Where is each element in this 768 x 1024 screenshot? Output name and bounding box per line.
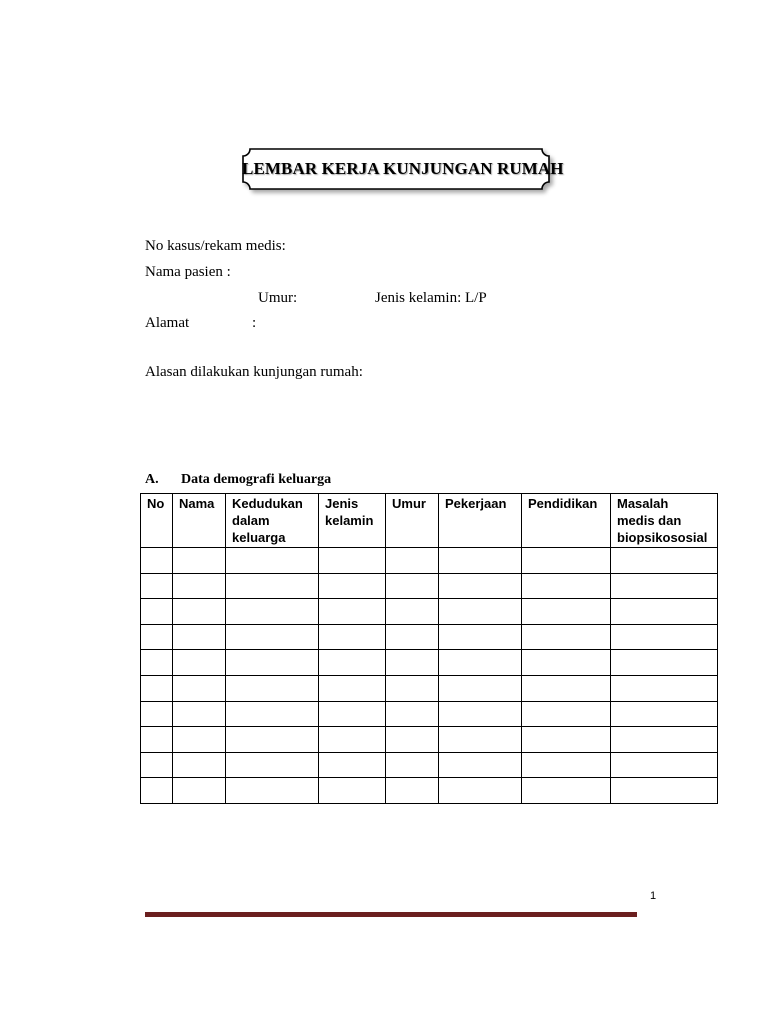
table-cell[interactable] xyxy=(226,752,319,778)
section-a-heading xyxy=(145,472,331,488)
address-colon: : xyxy=(252,315,257,331)
table-cell[interactable] xyxy=(522,573,611,599)
table-row xyxy=(141,599,718,625)
table-cell[interactable] xyxy=(319,573,386,599)
table-cell[interactable] xyxy=(386,778,439,804)
table-cell[interactable] xyxy=(141,675,173,701)
address-label: Alamat xyxy=(145,315,190,331)
table-cell[interactable] xyxy=(226,548,319,574)
patient-name-label: Nama pasien : xyxy=(145,264,231,280)
table-cell[interactable] xyxy=(319,727,386,753)
table-row xyxy=(141,752,718,778)
table-cell[interactable] xyxy=(439,573,522,599)
table-cell[interactable] xyxy=(439,599,522,625)
table-cell[interactable] xyxy=(226,778,319,804)
section-a-number: A. xyxy=(145,472,159,487)
table-cell[interactable] xyxy=(611,624,718,650)
table-row xyxy=(141,778,718,804)
col-header-nama: Nama xyxy=(173,494,226,548)
table-cell[interactable] xyxy=(173,650,226,676)
table-row xyxy=(141,573,718,599)
family-demographics-table xyxy=(140,493,718,804)
table-cell[interactable] xyxy=(141,727,173,753)
table-cell[interactable] xyxy=(141,624,173,650)
footer-rule xyxy=(145,912,637,917)
table-cell[interactable] xyxy=(522,752,611,778)
table-cell[interactable] xyxy=(611,573,718,599)
table-cell[interactable] xyxy=(173,573,226,599)
table-cell[interactable] xyxy=(141,548,173,574)
table-cell[interactable] xyxy=(439,701,522,727)
table-cell[interactable] xyxy=(319,675,386,701)
table-row xyxy=(141,650,718,676)
table-cell[interactable] xyxy=(141,701,173,727)
table-cell[interactable] xyxy=(611,675,718,701)
table-cell[interactable] xyxy=(522,727,611,753)
table-row xyxy=(141,548,718,574)
table-cell[interactable] xyxy=(439,727,522,753)
table-cell[interactable] xyxy=(386,573,439,599)
table-cell[interactable] xyxy=(386,675,439,701)
table-cell[interactable] xyxy=(522,701,611,727)
table-cell[interactable] xyxy=(319,624,386,650)
table-cell[interactable] xyxy=(522,599,611,625)
table-cell[interactable] xyxy=(173,701,226,727)
col-header-pendidikan: Pendidikan xyxy=(522,494,611,548)
visit-reason-label: Alasan dilakukan kunjungan rumah: xyxy=(145,364,363,380)
table-cell[interactable] xyxy=(173,675,226,701)
table-cell[interactable] xyxy=(226,727,319,753)
table-cell[interactable] xyxy=(439,778,522,804)
table-cell[interactable] xyxy=(141,778,173,804)
section-a-title: Data demografi keluarga xyxy=(181,472,332,487)
col-header-masalah: Masalah medis dan biopsikososial xyxy=(611,494,718,548)
table-header-row xyxy=(141,494,718,548)
table-cell[interactable] xyxy=(319,752,386,778)
table-cell[interactable] xyxy=(173,548,226,574)
table-cell[interactable] xyxy=(226,624,319,650)
table-cell[interactable] xyxy=(173,778,226,804)
table-cell[interactable] xyxy=(226,701,319,727)
table-cell[interactable] xyxy=(439,548,522,574)
table-cell[interactable] xyxy=(386,599,439,625)
case-number-label: No kasus/rekam medis: xyxy=(145,238,286,254)
table-cell[interactable] xyxy=(141,650,173,676)
table-cell[interactable] xyxy=(226,650,319,676)
table-cell[interactable] xyxy=(439,675,522,701)
table-cell[interactable] xyxy=(226,573,319,599)
table-cell[interactable] xyxy=(386,752,439,778)
table-cell[interactable] xyxy=(319,778,386,804)
table-cell[interactable] xyxy=(173,727,226,753)
table-cell[interactable] xyxy=(439,650,522,676)
table-cell[interactable] xyxy=(611,727,718,753)
page-title: LEMBAR KERJA KUNJUNGAN RUMAH xyxy=(242,159,564,178)
age-label: Umur: xyxy=(258,290,298,306)
table-cell[interactable] xyxy=(522,650,611,676)
table-cell[interactable] xyxy=(439,752,522,778)
table-cell[interactable] xyxy=(141,599,173,625)
table-cell[interactable] xyxy=(386,701,439,727)
table-cell[interactable] xyxy=(173,599,226,625)
col-header-no: No xyxy=(141,494,173,548)
table-cell[interactable] xyxy=(611,548,718,574)
table-row xyxy=(141,675,718,701)
table-cell[interactable] xyxy=(386,548,439,574)
table-cell[interactable] xyxy=(386,624,439,650)
col-header-umur: Umur xyxy=(386,494,439,548)
table-cell[interactable] xyxy=(522,778,611,804)
table-cell[interactable] xyxy=(319,548,386,574)
table-row xyxy=(141,624,718,650)
gender-label: Jenis kelamin: L/P xyxy=(375,290,487,306)
col-header-pekerjaan: Pekerjaan xyxy=(439,494,522,548)
title-frame xyxy=(242,148,564,190)
table-cell[interactable] xyxy=(611,650,718,676)
table-row xyxy=(141,727,718,753)
table-cell[interactable] xyxy=(319,599,386,625)
table-cell[interactable] xyxy=(386,727,439,753)
table-cell[interactable] xyxy=(141,573,173,599)
table-cell[interactable] xyxy=(522,624,611,650)
table-cell[interactable] xyxy=(319,701,386,727)
table-cell[interactable] xyxy=(611,599,718,625)
col-header-kedudukan: Kedudukan dalam keluarga xyxy=(226,494,319,548)
table-cell[interactable] xyxy=(611,752,718,778)
table-cell[interactable] xyxy=(173,624,226,650)
table-cell[interactable] xyxy=(226,675,319,701)
table-body xyxy=(141,548,718,804)
table-cell[interactable] xyxy=(141,752,173,778)
table-cell[interactable] xyxy=(226,599,319,625)
table-cell[interactable] xyxy=(522,675,611,701)
table-row xyxy=(141,701,718,727)
table-cell[interactable] xyxy=(611,701,718,727)
table-cell[interactable] xyxy=(611,778,718,804)
table-cell[interactable] xyxy=(319,650,386,676)
table-cell[interactable] xyxy=(522,548,611,574)
table-cell[interactable] xyxy=(173,752,226,778)
table-cell[interactable] xyxy=(386,650,439,676)
page-number: 1 xyxy=(650,890,657,902)
col-header-jenis-kelamin: Jenis kelamin xyxy=(319,494,386,548)
table-cell[interactable] xyxy=(439,624,522,650)
